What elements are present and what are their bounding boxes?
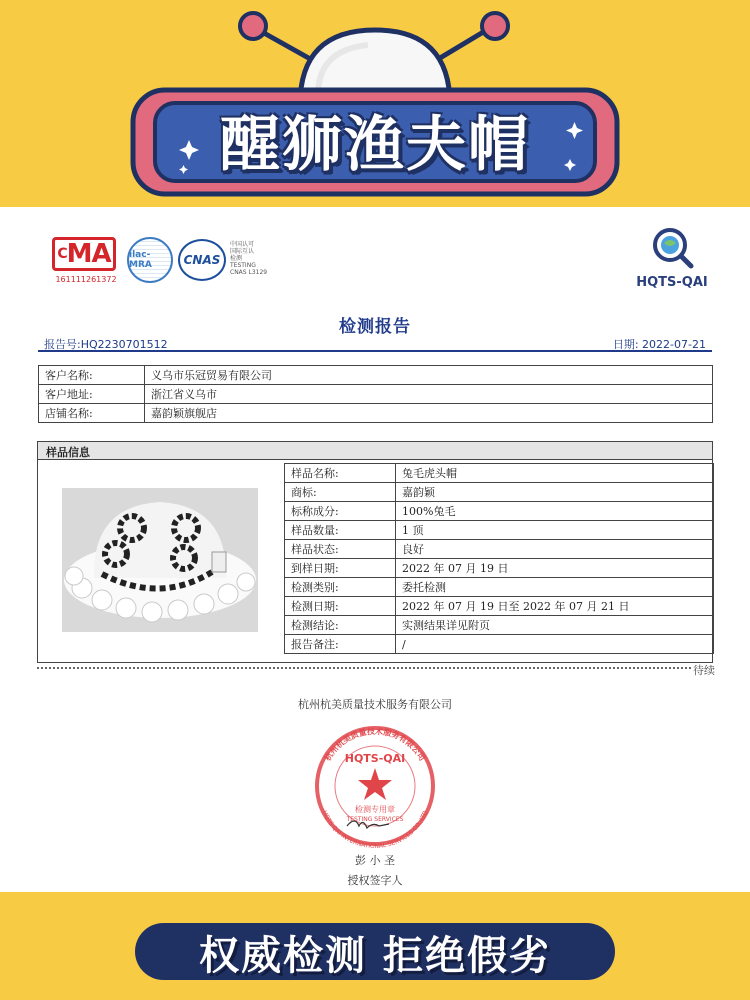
table-row [285, 597, 714, 616]
sample-value: 嘉韵颖 [396, 483, 714, 502]
red-seal-stamp [305, 722, 445, 848]
hqts-logo-label: HQTS-QAI [636, 275, 708, 290]
sample-key: 样品数量: [285, 521, 396, 540]
hqts-qai-logo [632, 225, 712, 290]
report-date: 日期: 2022-07-21 [612, 338, 706, 351]
sample-key: 商标: [285, 483, 396, 502]
magnifier-globe-icon [650, 225, 694, 269]
table-row [285, 521, 714, 540]
sample-info-section [37, 441, 713, 663]
sample-value: 2022 年 07 月 19 日 [396, 559, 714, 578]
star-icon [358, 768, 392, 800]
table-row [285, 559, 714, 578]
client-key: 店铺名称: [39, 404, 145, 423]
sample-value: 100%兔毛 [396, 502, 714, 521]
report-meta-line [38, 334, 712, 352]
sample-value: 兔毛虎头帽 [396, 464, 714, 483]
certification-logos [52, 237, 712, 297]
table-row [39, 404, 713, 423]
sample-value: 良好 [396, 540, 714, 559]
sample-key: 检测类别: [285, 578, 396, 597]
sample-heading: 样品信息 [38, 442, 712, 460]
top-banner [0, 0, 750, 207]
cnas-logo: CNAS [178, 239, 226, 281]
table-row [285, 635, 714, 654]
cma-number: 161111261372 [55, 275, 117, 284]
table-row [285, 616, 714, 635]
continued-note: 待续 [693, 664, 715, 677]
test-report-document [0, 207, 750, 892]
sample-value: 2022 年 07 月 19 日至 2022 年 07 月 21 日 [396, 597, 714, 616]
client-key: 客户地址: [39, 385, 145, 404]
sample-key: 样品状态: [285, 540, 396, 559]
client-value: 浙江省义乌市 [145, 385, 713, 404]
sample-photo [62, 488, 258, 632]
testing-company-name: 杭州杭美质量技术服务有限公司 [298, 698, 452, 711]
sample-value: 实测结果详见附页 [396, 616, 714, 635]
bottom-banner [0, 892, 750, 1000]
cma-logo [52, 237, 120, 284]
sample-detail-table [284, 463, 714, 654]
cnas-caption: 中国认可 国际互认 检测 TESTING CNAS L3129 [230, 241, 268, 276]
report-number: 报告号:HQ2230701512 [44, 338, 168, 351]
seal-label-en: TESTING SERVICES [346, 816, 404, 823]
footer-slogan: 权威检测 拒绝假劣 [199, 933, 551, 979]
cma-word: $^C$MA [52, 237, 116, 271]
client-value: 嘉韵颖旗舰店 [145, 404, 713, 423]
signer-name: 彭 小 圣 [355, 854, 395, 867]
dotted-divider [37, 667, 691, 669]
seal-ring-text: 杭州杭美质量技术服务有限公司 [323, 726, 427, 763]
sample-key: 到样日期: [285, 559, 396, 578]
client-value: 义乌市乐冠贸易有限公司 [145, 366, 713, 385]
sample-key: 检测结论: [285, 616, 396, 635]
table-row [285, 502, 714, 521]
sample-value: 委托检测 [396, 578, 714, 597]
client-key: 客户名称: [39, 366, 145, 385]
table-row [285, 483, 714, 502]
table-row [39, 385, 713, 404]
sample-value: / [396, 635, 714, 654]
table-row [285, 540, 714, 559]
sample-value: 1 顶 [396, 521, 714, 540]
seal-ring-text-en: HQTS QAI INTERNATIONAL SERVICES CO.,LTD [320, 809, 430, 848]
banner-title: 醒狮渔夫帽 [220, 110, 530, 180]
table-row [285, 464, 714, 483]
fur-bucket-hat-image [62, 488, 258, 632]
sample-key: 标称成分: [285, 502, 396, 521]
seal-label: 检测专用章 [355, 805, 395, 814]
sample-key: 样品名称: [285, 464, 396, 483]
table-row [285, 578, 714, 597]
ilac-mra-logo: ilac-MRA [127, 237, 173, 283]
client-info-table [38, 365, 713, 423]
sample-key: 报告备注: [285, 635, 396, 654]
report-title: 检测报告 [339, 317, 411, 337]
sample-key: 检测日期: [285, 597, 396, 616]
seal-center-label: HQTS-QAI [344, 752, 406, 765]
official-seal [305, 722, 445, 852]
table-row [39, 366, 713, 385]
signer-title: 授权签字人 [347, 874, 403, 887]
